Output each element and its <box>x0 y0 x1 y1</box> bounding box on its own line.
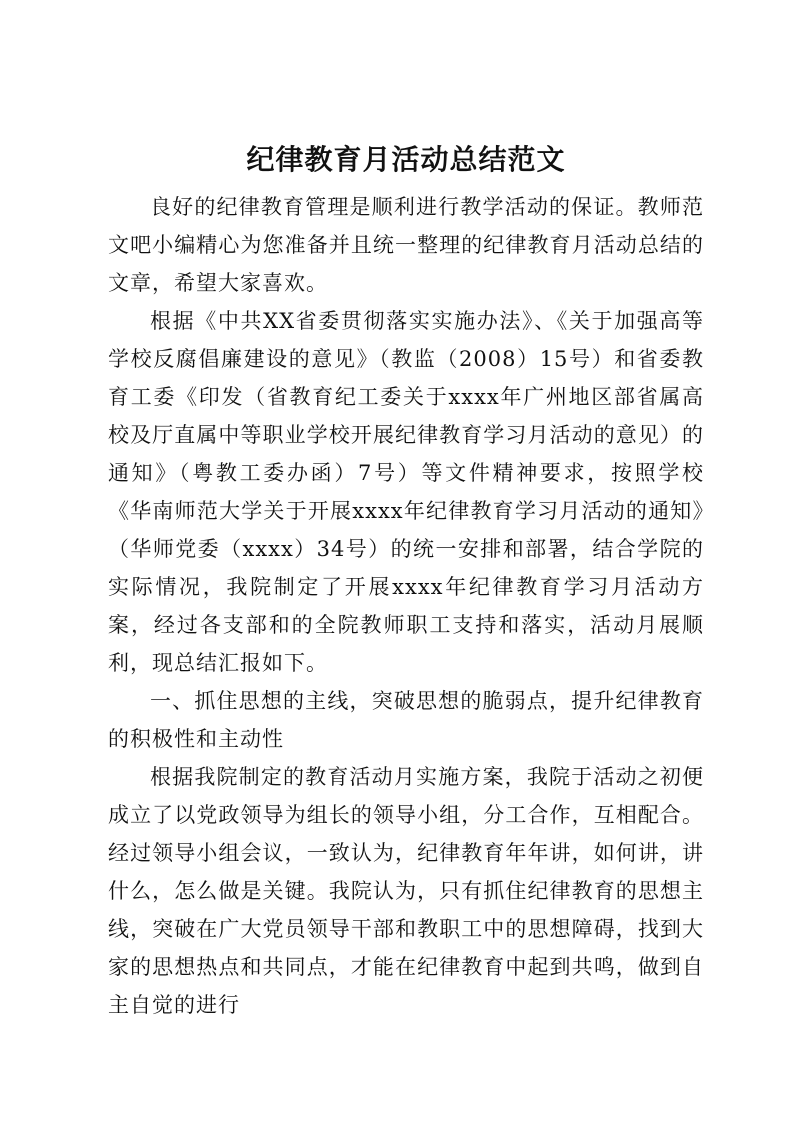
document-body <box>108 138 704 1024</box>
paragraph-intro: 良好的纪律教育管理是顺利进行教学活动的保证。教师范文吧小编精心为您准备并且统一整理的纪律教育月活动总结的文章，希望大家喜欢。 <box>108 195 704 295</box>
document-title: 纪律教育月活动总结范文 <box>246 143 566 176</box>
paragraph-basis: 根据《中共XX省委贯彻落实实施办法》、《关于加强高等学校反腐倡廉建设的意见》（教监（2008）15号）和省委教育工委《印发（省教育纪工委关于xxxx年广州地区部省属高校及厅直属中等职业学校开展纪律教育学习月活动的意见）的通知》（粤教工委办函）7号）等文件精神要求，按照学校《华南师范大学关于开展xxxx年纪律教育学习月活动的通知》（华师党委（xxxx）34号）的统一安排和部署，结合学院的实际情况，我院制定了开展xxxx年纪律教育学习月活动方案，经过各支部和的全院教师职工支持和落实，活动月展顺利，现总结汇报如下。 <box>108 309 704 675</box>
paragraph-section-1: 根据我院制定的教育活动月实施方案，我院于活动之初便成立了以党政领导为组长的领导小组，分工合作，互相配合。经过领导小组会议，一致认为，纪律教育年年讲，如何讲，讲什么，怎么做是关键。我院认为，只有抓住纪律教育的思想主线，突破在广大党员领导干部和教职工中的思想障碍，找到大家的思想热点和共同点，才能在纪律教育中起到共鸣，做到自主自觉的进行 <box>108 765 704 1017</box>
section-heading-1: 一、抓住思想的主线，突破思想的脆弱点，提升纪律教育的积极性和主动性 <box>108 689 704 751</box>
